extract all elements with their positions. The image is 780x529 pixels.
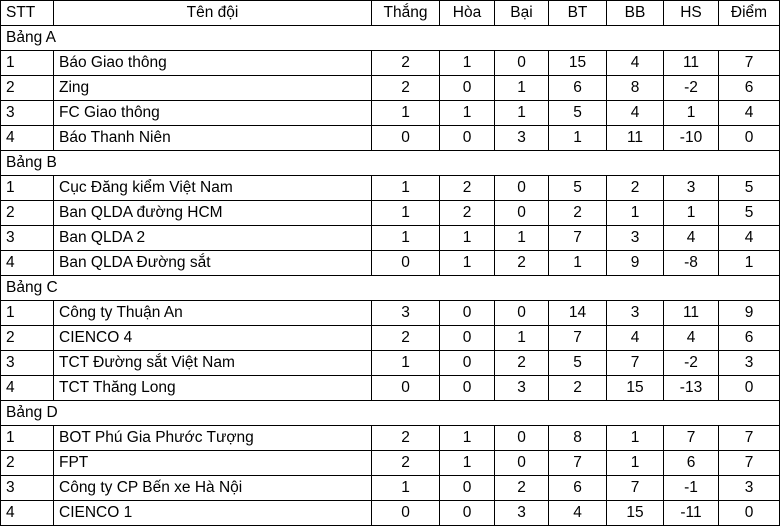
header-draws: Hòa	[440, 1, 495, 26]
wins-cell: 0	[372, 501, 440, 526]
stt-cell: 1	[1, 51, 54, 76]
points-cell: 1	[719, 251, 780, 276]
points-cell: 7	[719, 451, 780, 476]
stt-cell: 4	[1, 126, 54, 151]
goals-for-cell: 5	[549, 101, 607, 126]
losses-cell: 0	[495, 201, 549, 226]
wins-cell: 2	[372, 426, 440, 451]
draws-cell: 1	[440, 51, 495, 76]
losses-cell: 1	[495, 76, 549, 101]
header-team: Tên đội	[54, 1, 372, 26]
team-name-cell: Báo Giao thông	[54, 51, 372, 76]
goals-for-cell: 6	[549, 76, 607, 101]
team-name-cell: Ban QLDA 2	[54, 226, 372, 251]
header-points: Điểm	[719, 1, 780, 26]
points-cell: 3	[719, 476, 780, 501]
points-cell: 6	[719, 326, 780, 351]
stt-cell: 3	[1, 351, 54, 376]
wins-cell: 2	[372, 51, 440, 76]
stt-cell: 2	[1, 76, 54, 101]
losses-cell: 0	[495, 51, 549, 76]
points-cell: 0	[719, 126, 780, 151]
goal-difference-cell: 7	[664, 426, 719, 451]
goal-difference-cell: -2	[664, 76, 719, 101]
header-goals-against: BB	[607, 1, 664, 26]
goal-difference-cell: 4	[664, 226, 719, 251]
draws-cell: 0	[440, 326, 495, 351]
draws-cell: 0	[440, 76, 495, 101]
draws-cell: 1	[440, 251, 495, 276]
stt-cell: 4	[1, 501, 54, 526]
stt-cell: 2	[1, 326, 54, 351]
goals-against-cell: 15	[607, 501, 664, 526]
goal-difference-cell: 6	[664, 451, 719, 476]
losses-cell: 3	[495, 126, 549, 151]
points-cell: 4	[719, 226, 780, 251]
goals-against-cell: 9	[607, 251, 664, 276]
wins-cell: 1	[372, 351, 440, 376]
points-cell: 5	[719, 176, 780, 201]
team-name-cell: CIENCO 1	[54, 501, 372, 526]
goals-for-cell: 1	[549, 251, 607, 276]
table-row	[1, 451, 780, 476]
losses-cell: 0	[495, 426, 549, 451]
team-name-cell: CIENCO 4	[54, 326, 372, 351]
goals-for-cell: 7	[549, 226, 607, 251]
stt-cell: 1	[1, 301, 54, 326]
stt-cell: 2	[1, 451, 54, 476]
team-name-cell: TCT Đường sắt Việt Nam	[54, 351, 372, 376]
header-losses: Bại	[495, 1, 549, 26]
goal-difference-cell: 11	[664, 301, 719, 326]
draws-cell: 0	[440, 351, 495, 376]
goals-for-cell: 14	[549, 301, 607, 326]
wins-cell: 3	[372, 301, 440, 326]
draws-cell: 1	[440, 451, 495, 476]
points-cell: 5	[719, 201, 780, 226]
goals-for-cell: 7	[549, 451, 607, 476]
wins-cell: 2	[372, 326, 440, 351]
table-body	[1, 26, 780, 526]
losses-cell: 2	[495, 476, 549, 501]
table-row	[1, 126, 780, 151]
draws-cell: 0	[440, 501, 495, 526]
table-row	[1, 376, 780, 401]
team-name-cell: FC Giao thông	[54, 101, 372, 126]
points-cell: 9	[719, 301, 780, 326]
wins-cell: 0	[372, 251, 440, 276]
header-stt: STT	[1, 1, 54, 26]
goals-against-cell: 1	[607, 201, 664, 226]
stt-cell: 3	[1, 476, 54, 501]
table-row	[1, 301, 780, 326]
losses-cell: 2	[495, 251, 549, 276]
goals-against-cell: 15	[607, 376, 664, 401]
group-row	[1, 276, 780, 301]
draws-cell: 2	[440, 176, 495, 201]
team-name-cell: Ban QLDA đường HCM	[54, 201, 372, 226]
table-row	[1, 201, 780, 226]
goals-against-cell: 11	[607, 126, 664, 151]
table-row	[1, 51, 780, 76]
goals-for-cell: 5	[549, 176, 607, 201]
stt-cell: 1	[1, 176, 54, 201]
goals-against-cell: 1	[607, 451, 664, 476]
team-name-cell: FPT	[54, 451, 372, 476]
group-row	[1, 151, 780, 176]
goals-against-cell: 7	[607, 476, 664, 501]
group-label: Bảng A	[1, 26, 780, 51]
wins-cell: 1	[372, 101, 440, 126]
goals-against-cell: 4	[607, 326, 664, 351]
losses-cell: 1	[495, 226, 549, 251]
points-cell: 6	[719, 76, 780, 101]
goal-difference-cell: -1	[664, 476, 719, 501]
team-name-cell: TCT Thăng Long	[54, 376, 372, 401]
team-name-cell: Ban QLDA Đường sắt	[54, 251, 372, 276]
draws-cell: 1	[440, 101, 495, 126]
goals-against-cell: 1	[607, 426, 664, 451]
losses-cell: 0	[495, 451, 549, 476]
losses-cell: 1	[495, 326, 549, 351]
losses-cell: 0	[495, 176, 549, 201]
stt-cell: 4	[1, 251, 54, 276]
team-name-cell: Zing	[54, 76, 372, 101]
table-row	[1, 176, 780, 201]
goal-difference-cell: 11	[664, 51, 719, 76]
losses-cell: 3	[495, 501, 549, 526]
goal-difference-cell: -10	[664, 126, 719, 151]
goal-difference-cell: 1	[664, 101, 719, 126]
group-label: Bảng C	[1, 276, 780, 301]
team-name-cell: Công ty CP Bến xe Hà Nội	[54, 476, 372, 501]
draws-cell: 0	[440, 376, 495, 401]
goals-for-cell: 6	[549, 476, 607, 501]
wins-cell: 1	[372, 176, 440, 201]
goal-difference-cell: 4	[664, 326, 719, 351]
draws-cell: 2	[440, 201, 495, 226]
goals-for-cell: 5	[549, 351, 607, 376]
stt-cell: 4	[1, 376, 54, 401]
header-wins: Thắng	[372, 1, 440, 26]
points-cell: 0	[719, 376, 780, 401]
goals-against-cell: 8	[607, 76, 664, 101]
losses-cell: 0	[495, 301, 549, 326]
draws-cell: 1	[440, 426, 495, 451]
points-cell: 0	[719, 501, 780, 526]
losses-cell: 1	[495, 101, 549, 126]
goals-for-cell: 2	[549, 201, 607, 226]
goals-against-cell: 4	[607, 101, 664, 126]
stt-cell: 3	[1, 226, 54, 251]
goals-for-cell: 15	[549, 51, 607, 76]
wins-cell: 0	[372, 126, 440, 151]
group-row	[1, 26, 780, 51]
wins-cell: 2	[372, 76, 440, 101]
losses-cell: 2	[495, 351, 549, 376]
goals-against-cell: 3	[607, 226, 664, 251]
table-row	[1, 251, 780, 276]
draws-cell: 0	[440, 301, 495, 326]
draws-cell: 0	[440, 126, 495, 151]
wins-cell: 2	[372, 451, 440, 476]
table-row	[1, 351, 780, 376]
team-name-cell: BOT Phú Gia Phước Tượng	[54, 426, 372, 451]
wins-cell: 1	[372, 201, 440, 226]
goal-difference-cell: -11	[664, 501, 719, 526]
team-name-cell: Công ty Thuận An	[54, 301, 372, 326]
table-row	[1, 101, 780, 126]
goals-for-cell: 4	[549, 501, 607, 526]
points-cell: 7	[719, 51, 780, 76]
goals-for-cell: 7	[549, 326, 607, 351]
team-name-cell: Báo Thanh Niên	[54, 126, 372, 151]
goal-difference-cell: -13	[664, 376, 719, 401]
group-label: Bảng B	[1, 151, 780, 176]
table-row	[1, 426, 780, 451]
header-goal-difference: HS	[664, 1, 719, 26]
draws-cell: 0	[440, 476, 495, 501]
goals-against-cell: 7	[607, 351, 664, 376]
goals-for-cell: 8	[549, 426, 607, 451]
wins-cell: 1	[372, 226, 440, 251]
losses-cell: 3	[495, 376, 549, 401]
points-cell: 4	[719, 101, 780, 126]
wins-cell: 1	[372, 476, 440, 501]
wins-cell: 0	[372, 376, 440, 401]
goal-difference-cell: 1	[664, 201, 719, 226]
group-label: Bảng D	[1, 401, 780, 426]
table-row	[1, 501, 780, 526]
group-row	[1, 401, 780, 426]
team-name-cell: Cục Đăng kiểm Việt Nam	[54, 176, 372, 201]
table-row	[1, 76, 780, 101]
stt-cell: 3	[1, 101, 54, 126]
goal-difference-cell: -8	[664, 251, 719, 276]
goals-against-cell: 3	[607, 301, 664, 326]
goals-for-cell: 1	[549, 126, 607, 151]
goal-difference-cell: -2	[664, 351, 719, 376]
header-row	[1, 1, 780, 26]
table-row	[1, 226, 780, 251]
goals-against-cell: 2	[607, 176, 664, 201]
goal-difference-cell: 3	[664, 176, 719, 201]
table-row	[1, 476, 780, 501]
points-cell: 3	[719, 351, 780, 376]
header-goals-for: BT	[549, 1, 607, 26]
goals-against-cell: 4	[607, 51, 664, 76]
stt-cell: 2	[1, 201, 54, 226]
draws-cell: 1	[440, 226, 495, 251]
goals-for-cell: 2	[549, 376, 607, 401]
table-row	[1, 326, 780, 351]
stt-cell: 1	[1, 426, 54, 451]
points-cell: 7	[719, 426, 780, 451]
